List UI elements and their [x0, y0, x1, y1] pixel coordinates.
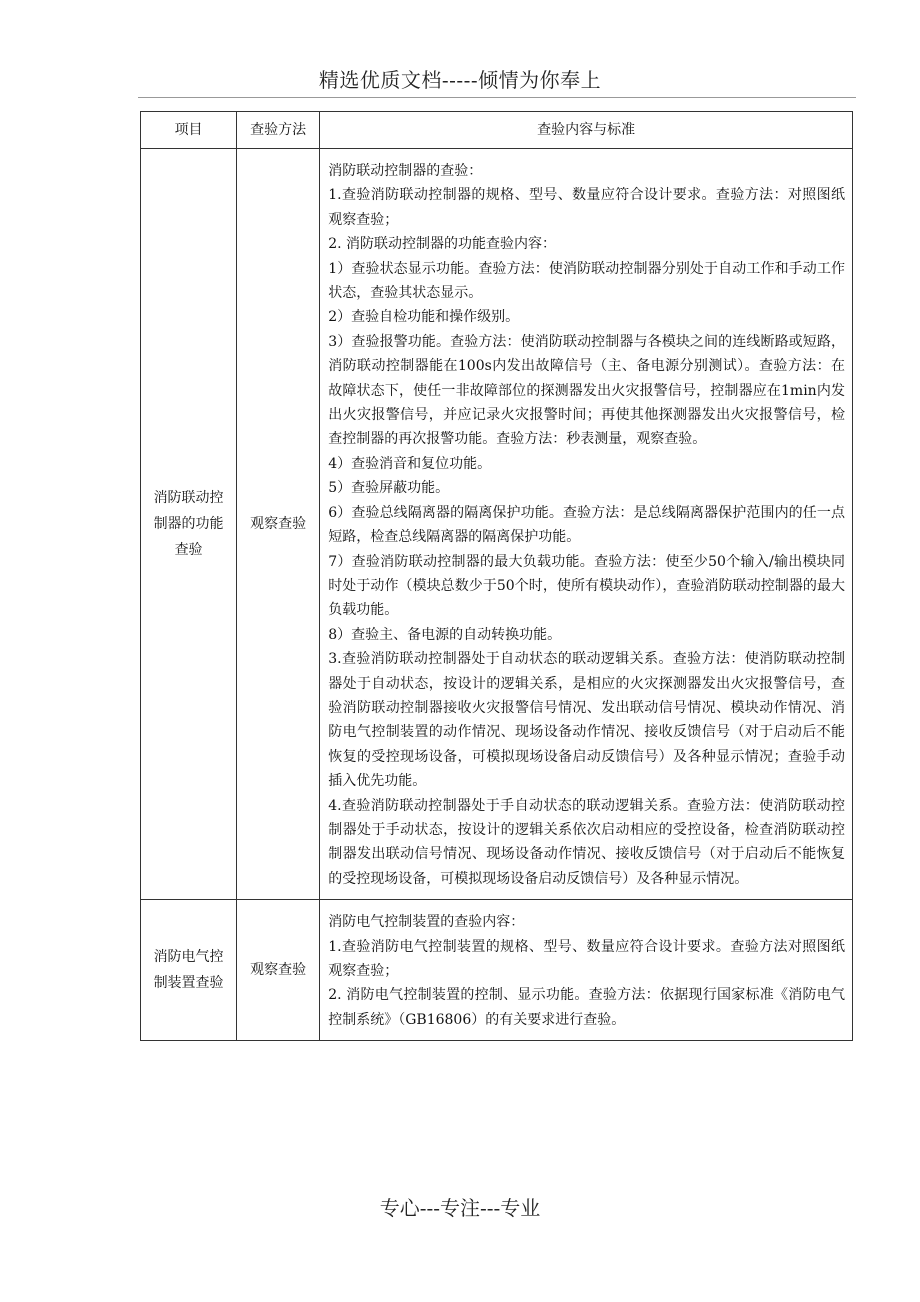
content-paragraph: 5）查验屏蔽功能。: [328, 480, 450, 497]
table-row: [141, 900, 853, 1041]
row-content-text: [320, 900, 852, 1040]
content-paragraph: 消防联动控制器的查验：: [328, 163, 483, 179]
column-header-method: 查验方法: [237, 112, 320, 149]
row-item-cell: [141, 149, 237, 900]
content-paragraph: 1.查验消防电气控制装置的规格、型号、数量应符合设计要求。查验方法对照图纸观察查验；: [328, 938, 845, 979]
content-paragraph: 8）查验主、备电源的自动转换功能。: [328, 626, 562, 643]
table-row: [141, 149, 853, 900]
row-content-cell: [320, 149, 853, 900]
header-divider: [138, 97, 856, 98]
row-item-label: 消防联动控制器的功能查验: [153, 490, 224, 559]
content-paragraph: 消防电气控制装置的查验内容：: [328, 914, 525, 931]
content-paragraph: 2. 消防电气控制装置的控制、显示功能。查验方法：依据现行国家标准《消防电气控制系统》（GB16806）的有关要求进行查验。: [328, 987, 845, 1028]
row-content-cell: [320, 900, 853, 1041]
content-paragraph: 2）查验自检功能和操作级别。: [328, 309, 520, 326]
content-paragraph: 4.查验消防联动控制器处于手自动状态的联动逻辑关系。查验方法：使消防联动控制器处于手动状态，按设计的逻辑关系依次启动相应的受控设备，检查消防联动控制器发出联动信号情况、现场设备动作情况、接收反馈信号（对于启动后不能恢复的受控现场设备，可模拟现场设备启动反馈信号）及各种显示情况。: [328, 797, 845, 887]
row-method-cell: 观察查验: [237, 149, 320, 900]
row-method-cell: 观察查验: [237, 900, 320, 1041]
column-header-item: 项目: [141, 112, 237, 149]
content-paragraph: 7）查验消防联动控制器的最大负载功能。查验方法：使至少50个输入/输出模块同时处于动作（模块总数少于50个时，使所有模块动作），查验消防联动控制器的最大负载功能。: [328, 553, 845, 619]
table-header-row: [141, 112, 853, 149]
page-header: 精选优质文档-----倾情为你奉上: [318, 68, 602, 92]
content-paragraph: 3）查验报警功能。查验方法：使消防联动控制器与各模块之间的连线断路或短路，消防联动控制器能在100s内发出故障信号（主、备电源分别测试）。查验方法：在故障状态下，使任一非故障部位的探测器发出火灾报警信号，控制器应在1min内发出火灾报警信号，并应记录火灾报警时间；再使其他探测器发出火灾报警信号，检查控制器的再次报警功能。查验方法：秒表测量，观察查验。: [328, 333, 845, 448]
page-footer: 专心---专注---专业: [379, 1196, 541, 1220]
content-paragraph: 2. 消防联动控制器的功能查验内容：: [328, 236, 557, 253]
row-content-text: [320, 149, 852, 899]
content-paragraph: 1.查验消防联动控制器的规格、型号、数量应符合设计要求。查验方法：对照图纸观察查验；: [328, 187, 845, 228]
content-paragraph: 6）查验总线隔离器的隔离保护功能。查验方法：是总线隔离器保护范围内的任一点短路，检查总线隔离器的隔离保护功能。: [328, 504, 845, 546]
content-paragraph: 4）查验消音和复位功能。: [328, 455, 492, 472]
row-item-label: 消防电气控制装置查验: [153, 949, 224, 992]
content-paragraph: 1）查验状态显示功能。查验方法：使消防联动控制器分别处于自动工作和手动工作状态，查验其状态显示。: [328, 260, 845, 302]
column-header-content: 查验内容与标准: [320, 112, 853, 149]
row-item-cell: [141, 900, 237, 1041]
inspection-table: [140, 111, 853, 1041]
content-paragraph: 3.查验消防联动控制器处于自动状态的联动逻辑关系。查验方法：使消防联动控制器处于自动状态，按设计的逻辑关系，是相应的火灾探测器发出火灾报警信号，查验消防联动控制器接收火灾报警信号情况、发出联动信号情况、模块动作情况、消防电气控制装置的动作情况、现场设备动作情况、接收反馈信号（对于启动后不能恢复的受控现场设备，可模拟现场设备启动反馈信号）及各种显示情况；查验手动插入优先功能。: [328, 651, 845, 790]
